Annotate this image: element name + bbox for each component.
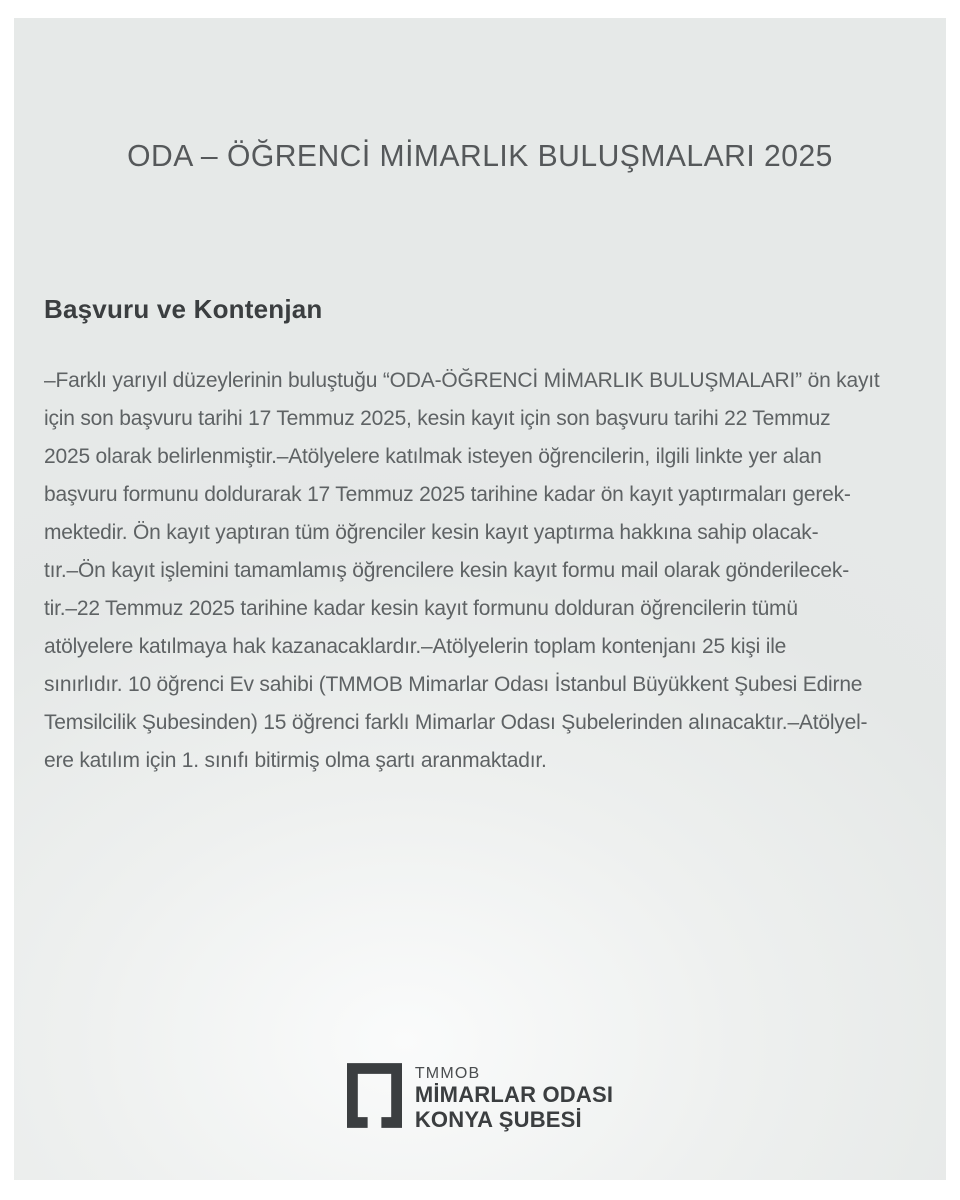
logo-text-block [415,1063,613,1132]
body-line: ere katılım için 1. sınıfı bitirmiş olma şartı aranmaktadır. [44,749,547,772]
body-line: için son başvuru tarihi 17 Temmuz 2025, kesin kayıt için son başvuru tarihi 22 Temmuz [44,407,831,430]
logo-mark-path [347,1063,402,1128]
body-line: tır.–Ön kayıt işlemini tamamlamış öğrencilere kesin kayıt formu mail olarak gönderilecek- [44,559,850,582]
body-line: tir.–22 Temmuz 2025 tarihine kadar kesin kayıt formunu dolduran öğrencilerin tümü [44,597,798,620]
logo-org-name: MİMARLAR ODASI [414,1082,614,1107]
body-line: Temsilcilik Şubesinden) 15 öğrenci farklı Mimarlar Odası Şubelerinden alınacaktır.–Atölyel- [44,711,868,734]
page-title: ODA – ÖĞRENCİ MİMARLIK BULUŞMALARI 2025 [127,138,833,173]
body-line: atölyelere katılmaya hak kazanacaklardır.–Atölyelerin toplam kontenjanı 25 kişi ile [44,635,787,658]
body-text [44,362,926,780]
body-line: başvuru formunu doldurarak 17 Temmuz 2025 tarihine kadar ön kayıt yaptırmaları gerek- [44,483,851,506]
body-line: mektedir. Ön kayıt yaptıran tüm öğrenciler kesin kayıt yaptırma hakkına sahip olacak- [44,521,819,544]
body-line: sınırlıdır. 10 öğrenci Ev sahibi (TMMOB Mimarlar Odası İstanbul Büyükkent Şubesi Edirne [44,673,863,696]
logo-org-branch: KONYA ŞUBESİ [414,1107,582,1132]
body-line: –Farklı yarıyıl düzeylerinin buluştuğu “ODA-ÖĞRENCİ MİMARLIK BULUŞMALARI” ön kayıt [44,369,880,392]
logo-org-tmmob: TMMOB [414,1065,481,1082]
mimarlar-odasi-logo-icon [347,1063,402,1128]
section-heading: Başvuru ve Kontenjan [44,294,323,324]
footer-logo [14,1063,946,1132]
body-line: 2025 olarak belirlenmiştir.–Atölyelere katılmak isteyen öğrencilerin, ilgili linkte yer alan [44,445,822,468]
announcement-card [14,18,946,1180]
